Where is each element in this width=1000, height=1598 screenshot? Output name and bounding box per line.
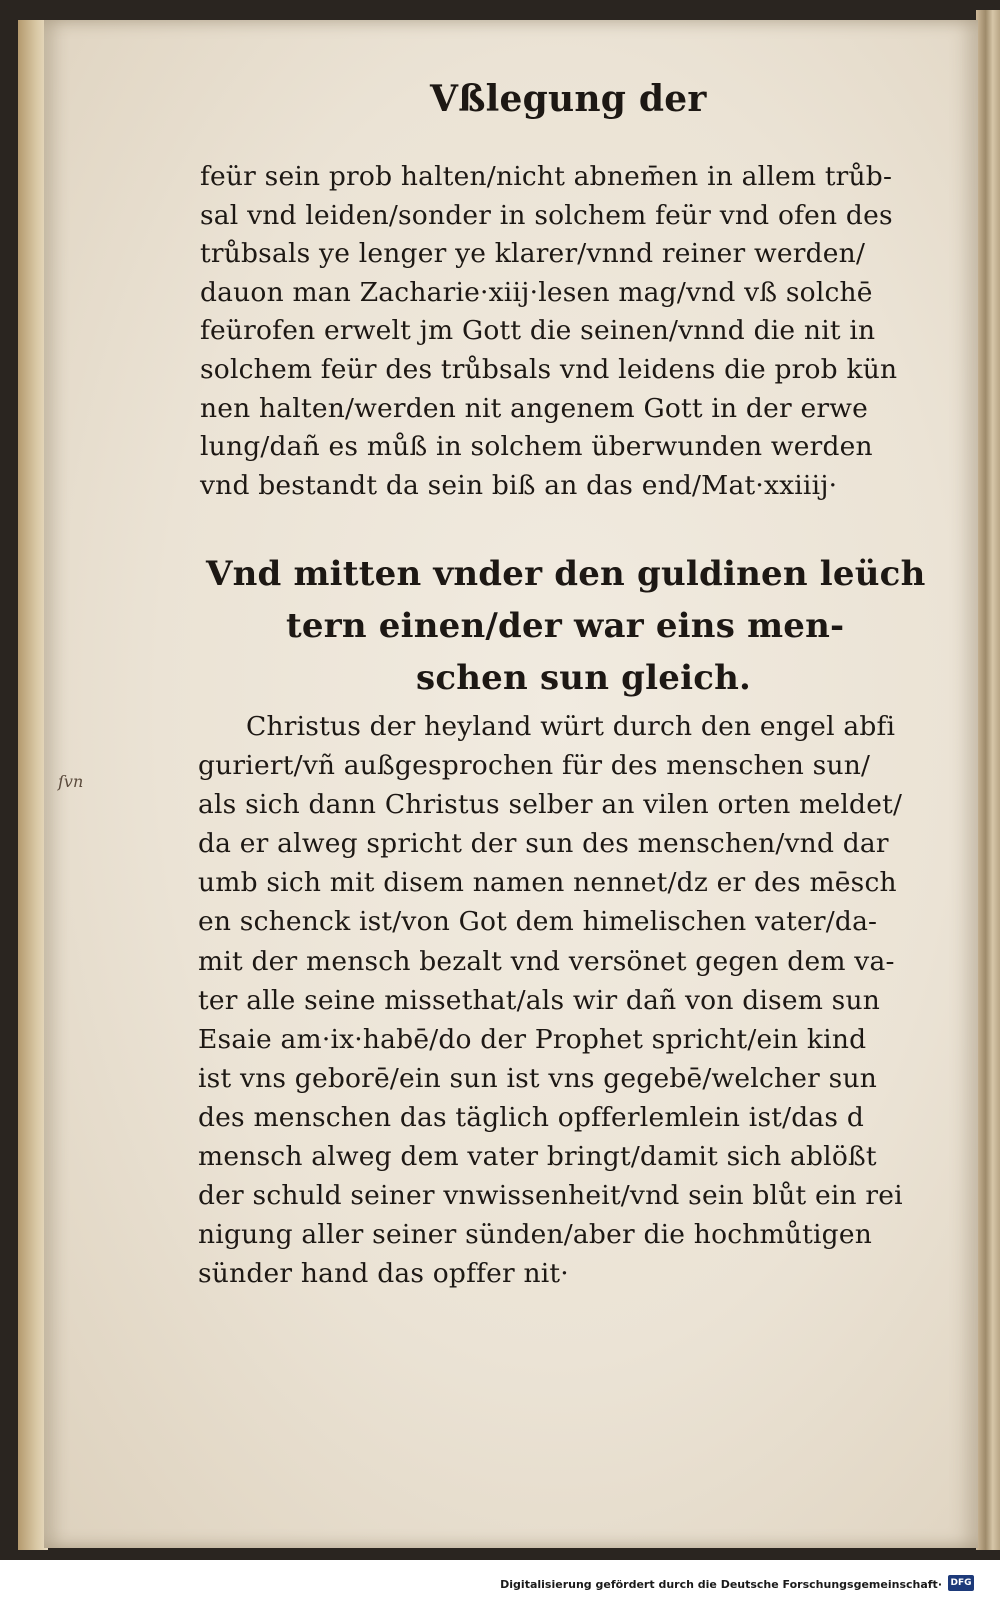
text-line: ter alle seine missethat/als wir dañ von disem sun xyxy=(198,984,881,1016)
digitization-credit: Digitalisierung gefördert durch die Deutsche Forschungsgemeinschaft· xyxy=(500,1578,942,1591)
text-line: en schenck ist/von Got dem himelischen vater/da- xyxy=(198,906,878,938)
text-line: Esaie am·ix·habē/do der Prophet spricht/ein kind xyxy=(198,1023,867,1055)
paragraph-2 xyxy=(198,707,903,1293)
paragraph-1 xyxy=(200,158,897,505)
text-line: der schuld seiner vnwissenheit/vnd sein blůt ein rei xyxy=(198,1180,903,1212)
running-head: Vßlegung der xyxy=(430,78,707,120)
text-line: nen halten/werden nit angenem Gott in der erwe xyxy=(200,392,868,424)
dfg-logo: DFG xyxy=(948,1575,974,1591)
text-line: solchem feür des trůbsals vnd leidens die prob kün xyxy=(200,353,898,385)
text-line: feür sein prob halten/nicht abnem̄en in allem trůb- xyxy=(200,161,893,192)
heading-line: tern einen/der war eins men- xyxy=(286,606,845,646)
text-line: des menschen das täglich opfferlemlein ist/das d xyxy=(198,1101,865,1133)
text-line: umb sich mit disem namen nennet/dz er des mēsch xyxy=(198,867,897,899)
text-line: sünder hand das opffer nit· xyxy=(198,1258,569,1290)
text-line: mit der mensch bezalt vnd versönet gegen dem va- xyxy=(198,945,895,977)
text-line: da er alweg spricht der sun des menschen/vnd dar xyxy=(198,828,889,860)
text-line: ist vns geborē/ein sun ist vns gegebē/welcher sun xyxy=(198,1062,877,1094)
text-line: feürofen erwelt jm Gott die seinen/vnnd die nit in xyxy=(200,315,876,347)
book-edge-right xyxy=(976,10,1000,1550)
margin-note: ſvn xyxy=(58,772,84,791)
text-line: vnd bestandt da sein biß an das end/Mat·xxiiij· xyxy=(200,469,838,501)
heading-line: schen sun gleich. xyxy=(416,658,752,698)
text-line: trůbsals ye lenger ye klarer/vnnd reiner werden/ xyxy=(200,238,866,270)
section-heading xyxy=(206,548,926,704)
text-line: guriert/vñ außgesprochen für des menschen sun/ xyxy=(198,750,871,782)
text-line: sal vnd leiden/sonder in solchem feür vnd ofen des xyxy=(200,199,893,231)
text-line: mensch alweg dem vater bringt/damit sich ablößt xyxy=(198,1141,877,1173)
text-line: lung/dañ es můß in solchem überwunden werden xyxy=(200,431,873,463)
text-line: dauon man Zacharie·xiij·lesen mag/vnd vß solchē xyxy=(200,276,873,308)
text-line: nigung aller seiner sünden/aber die hochmůtigen xyxy=(198,1219,872,1251)
text-line: Christus der heyland würt durch den engel abfi xyxy=(246,711,896,742)
text-line: als sich dann Christus selber an vilen orten meldet/ xyxy=(198,789,903,821)
heading-line: Vnd mitten vnder den guldinen leüch xyxy=(206,554,926,594)
